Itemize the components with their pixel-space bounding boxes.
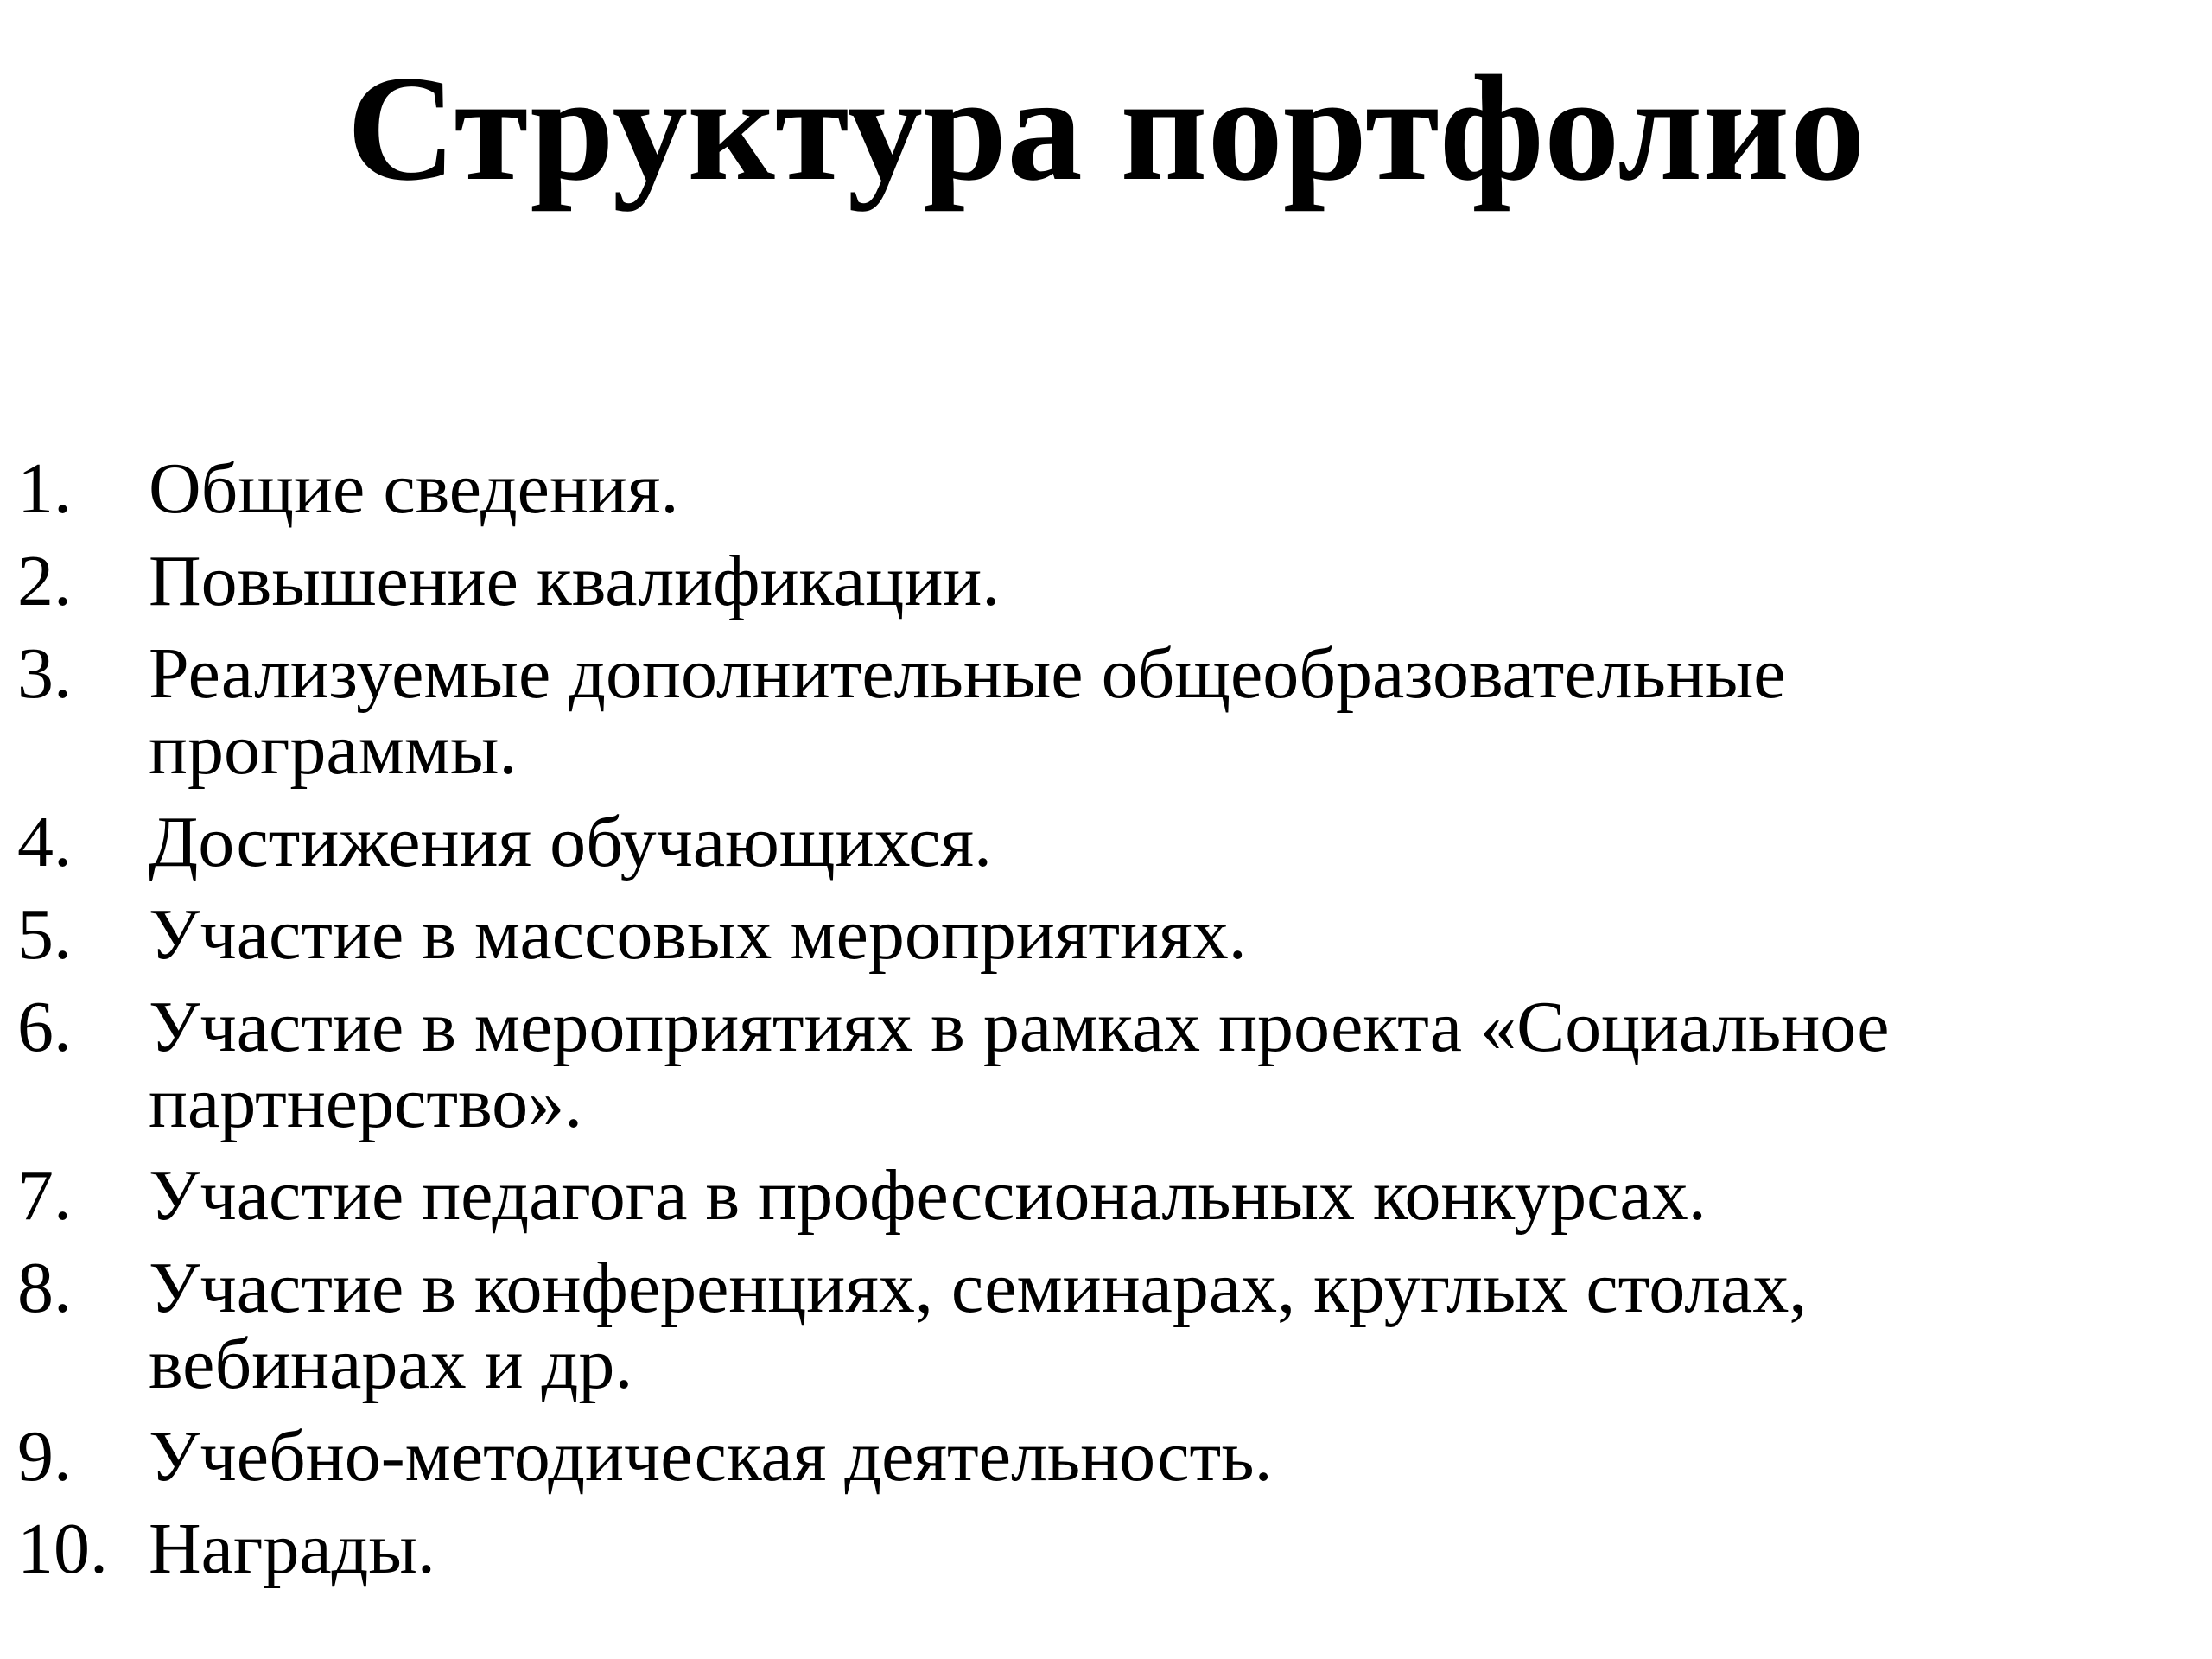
list-item [17,804,2160,880]
list-item [17,989,2160,1141]
portfolio-structure-list [17,448,2160,1604]
item-number: 7. [17,1155,72,1236]
item-text: Общие сведения. [149,448,679,529]
item-text: Участие педагога в профессиональных конкурсах. [149,1155,1707,1236]
item-number: 10. [17,1509,108,1589]
list-item [17,1250,2160,1402]
item-text: Участие в массовых мероприятиях. [149,894,1247,975]
item-number: 4. [17,802,72,882]
list-item [17,1155,2160,1236]
item-text: Достижения обучающихся. [149,802,993,882]
item-text: Реализуемые дополнительные общеобразовательные программы. [149,633,1786,790]
item-text: Учебно-методическая деятельность. [149,1416,1273,1497]
item-number: 5. [17,894,72,975]
item-text: Награды. [149,1509,435,1589]
list-item [17,1511,2160,1587]
list-item [17,448,2160,529]
list-item [17,543,2160,620]
item-number: 1. [17,448,72,529]
item-number: 8. [17,1248,72,1328]
item-text: Участие в мероприятиях в рамках проекта «Социальное партнерство». [149,987,1890,1143]
item-number: 3. [17,633,72,714]
list-item [17,894,2160,975]
item-number: 6. [17,987,72,1067]
item-text: Участие в конференциях, семинарах, круглых столах, вебинарах и др. [149,1248,1808,1404]
item-number: 9. [17,1416,72,1497]
list-item [17,1416,2160,1497]
item-text: Повышение квалификации. [149,541,1001,621]
list-item [17,633,2160,790]
item-number: 2. [17,541,72,621]
slide-title: Структура портфолио [346,44,1866,212]
